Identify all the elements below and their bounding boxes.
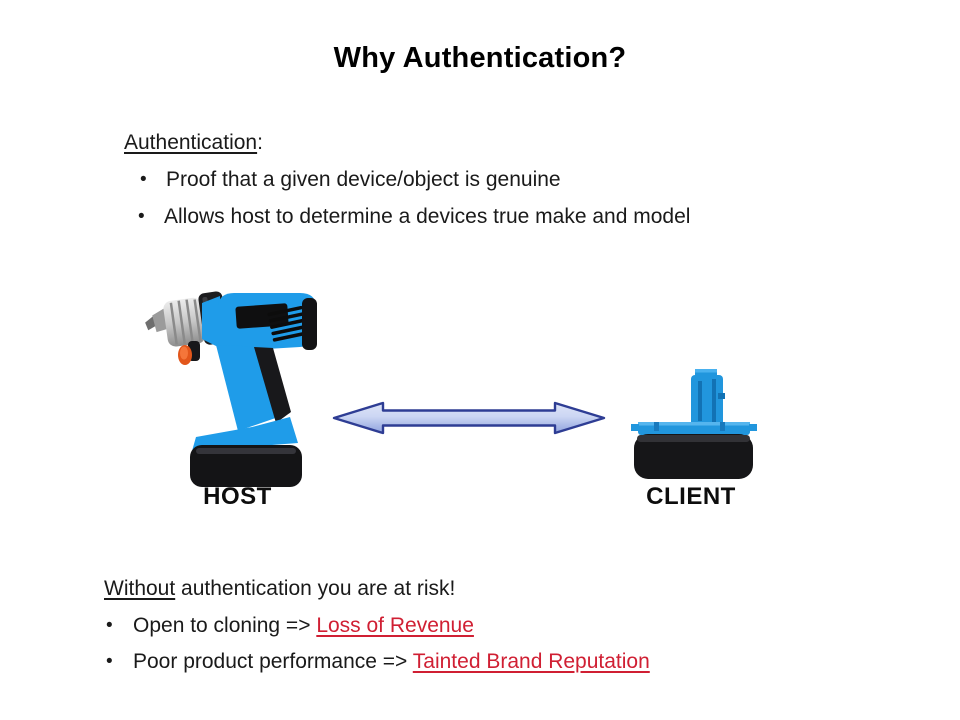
risk-bullet-2 [106,650,650,674]
intro-bullet-1-text: Proof that a given device/object is genuine [166,168,561,191]
intro-bullet-1 [140,168,561,192]
loss-of-revenue-link[interactable]: Loss of Revenue [316,614,474,637]
intro-heading-word: Authentication [124,131,258,154]
intro-heading [124,131,263,155]
tainted-brand-reputation-link[interactable]: Tainted Brand Reputation [412,650,650,673]
host-label: HOST [203,483,272,510]
intro-bullet-2-text: Allows host to determine a devices true make and model [164,205,691,228]
risk-heading-rest: authentication you are at risk! [175,577,456,600]
risk-bullet-1 [106,614,474,638]
bidirectional-arrow-icon [331,397,607,439]
intro-bullet-2 [138,205,690,229]
risk-bullet-1-text: Open to cloning => [133,614,317,637]
client-battery-image [620,365,780,480]
risk-bullet-2-text: Poor product performance => [133,650,413,673]
risk-heading [104,577,455,601]
client-label: CLIENT [646,483,736,510]
host-drill-image [140,285,340,515]
slide-title: Why Authentication? [333,42,627,74]
intro-heading-colon: : [257,131,263,154]
risk-heading-word: Without [104,577,176,600]
